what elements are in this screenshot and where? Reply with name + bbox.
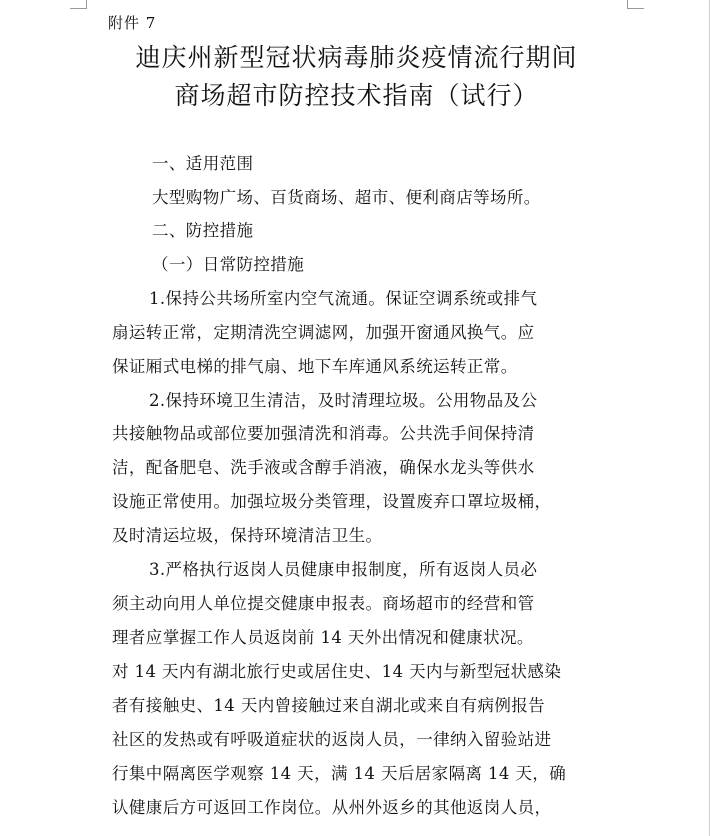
attachment-label: 附件 7: [108, 14, 157, 32]
body-line: 对 14 天内有湖北旅行史或居住史、14 天内与新型冠状感染: [112, 662, 562, 681]
body-line: 1.保持公共场所室内空气流通。保证空调系统或排气: [149, 289, 538, 308]
body-line: 保证厢式电梯的排气扇、地下车库通风系统运转正常。: [112, 357, 518, 376]
body-line: 理者应掌握工作人员返岗前 14 天外出情况和健康状况。: [112, 628, 534, 647]
body-line: 3.严格执行返岗人员健康申报制度，所有返岗人员必: [149, 560, 538, 579]
body-line: 2.保持环境卫生清洁，及时清理垃圾。公用物品及公: [149, 391, 538, 410]
document-title-line-1: 迪庆州新型冠状病毒肺炎疫情流行期间: [135, 43, 578, 72]
body-line: 者有接触史、14 天内曾接触过来自湖北或来自有病例报告: [112, 696, 546, 715]
page-corner-mark-top-right: [627, 0, 644, 9]
section-heading-scope: 一、适用范围: [152, 154, 254, 173]
body-line: 大型购物广场、百货商场、超市、便利商店等场所。: [152, 188, 541, 207]
page-right-edge: [709, 0, 710, 836]
body-line: 共接触物品或部位要加强清洗和消毒。公共洗手间保持清: [112, 424, 535, 443]
body-line: 扇运转正常，定期清洗空调滤网，加强开窗通风换气。应: [112, 323, 535, 342]
body-line: 认健康后方可返回工作岗位。从州外返乡的其他返岗人员，: [112, 798, 552, 817]
document-title-line-2: 商场超市防控技术指南（试行）: [174, 81, 539, 110]
page-corner-mark-top-left: [70, 0, 87, 9]
body-line: 及时清运垃圾，保持环境清洁卫生。: [112, 526, 383, 545]
body-line: 社区的发热或有呼吸道症状的返岗人员，一律纳入留验站进: [112, 730, 552, 749]
subsection-heading-daily: （一）日常防控措施: [152, 255, 305, 274]
section-heading-measures: 二、防控措施: [152, 221, 254, 240]
body-line: 设施正常使用。加强垃圾分类管理，设置废弃口罩垃圾桶，: [112, 492, 552, 511]
body-line: 洁，配备肥皂、洗手液或含醇手消液，确保水龙头等供水: [112, 458, 535, 477]
body-line: 须主动向用人单位提交健康申报表。商场超市的经营和管: [112, 594, 535, 613]
body-line: 行集中隔离医学观察 14 天，满 14 天后居家隔离 14 天，确: [112, 764, 567, 783]
